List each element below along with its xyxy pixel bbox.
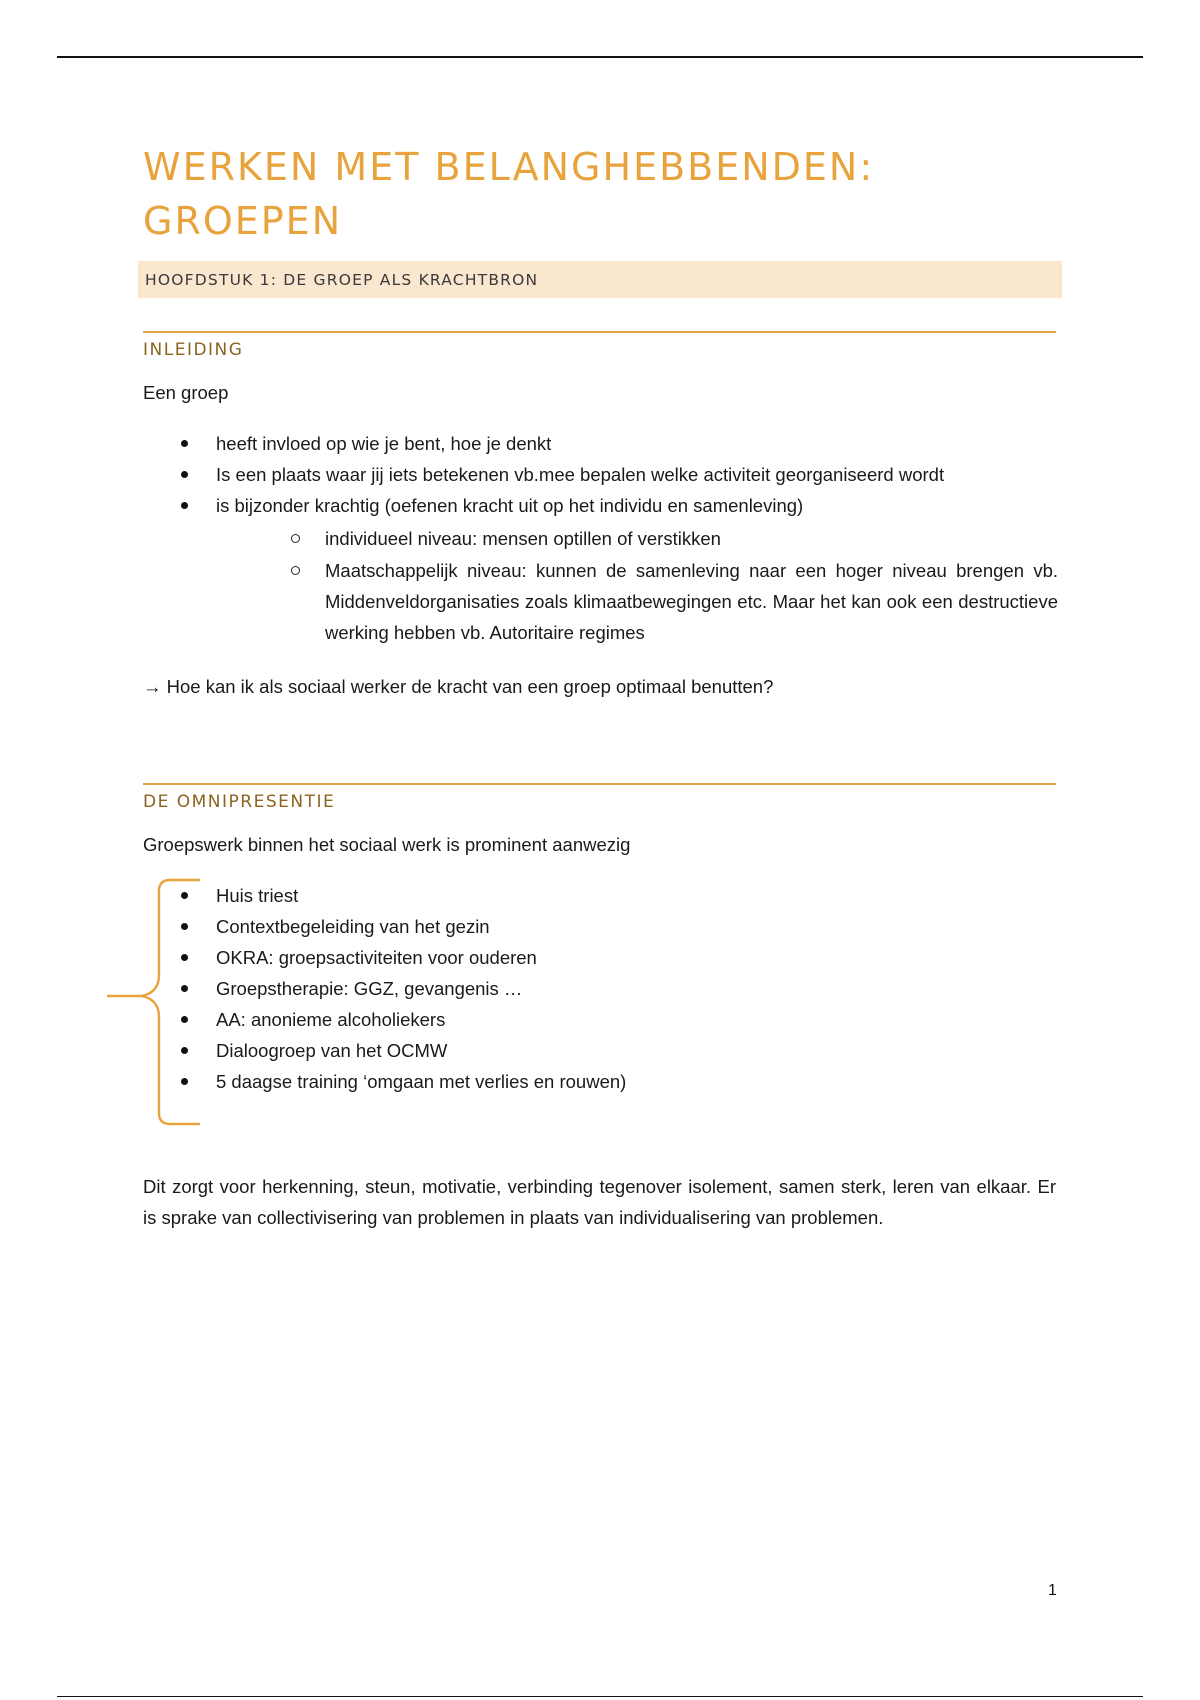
title-line-1: WERKEN MET BELANGHEBBENDEN: xyxy=(143,145,875,189)
chapter-heading: HOOFDSTUK 1: DE GROEP ALS KRACHTBRON xyxy=(138,261,1062,298)
section-rule-omnipresentie xyxy=(143,783,1056,785)
list-item xyxy=(143,490,1058,521)
list-item xyxy=(143,459,1058,490)
list-item-text: OKRA: groepsactiviteiten voor ouderen xyxy=(216,947,537,968)
inleiding-sub-bullet-list xyxy=(143,523,1058,649)
list-item-text: 5 daagse training ‘omgaan met verlies en rouwen) xyxy=(216,1071,627,1092)
bullet-icon xyxy=(181,954,188,961)
inleiding-question: → Hoe kan ik als sociaal werker de kracht van een groep optimaal benutten? xyxy=(143,676,774,697)
bullet-icon xyxy=(181,1078,188,1085)
list-item xyxy=(143,880,1058,911)
sub-list-item xyxy=(143,523,1058,554)
section-rule-inleiding xyxy=(143,331,1056,333)
omnipresentie-bullet-list xyxy=(143,880,1058,1097)
list-item-text: Contextbegeleiding van het gezin xyxy=(216,916,490,937)
page-top-rule xyxy=(57,56,1143,58)
omnipresentie-conclusion: Dit zorgt voor herkenning, steun, motivatie, verbinding tegenover isolement, samen sterk, leren van elkaar. Er is sprake van collectivisering van problemen in plaats van individualisering van problemen. xyxy=(143,1176,1056,1228)
bullet-icon xyxy=(181,502,188,509)
sub-list-item-text: individueel niveau: mensen optillen of verstikken xyxy=(325,528,721,549)
bullet-icon xyxy=(181,892,188,899)
sub-list-item-text: Maatschappelijk niveau: kunnen de samenleving naar een hoger niveau brengen vb. Middenveldorganisaties zoals klimaatbewegingen etc. Maar het kan ook een destructieve werking hebben vb. Autoritaire regimes xyxy=(325,560,1058,643)
bullet-icon xyxy=(181,440,188,447)
title-line-2: GROEPEN xyxy=(143,199,343,243)
hollow-circle-bullet-icon xyxy=(291,566,300,575)
section-heading-inleiding: INLEIDING xyxy=(143,340,244,360)
list-item-text: Groepstherapie: GGZ, gevangenis … xyxy=(216,978,523,999)
omnipresentie-intro: Groepswerk binnen het sociaal werk is prominent aanwezig xyxy=(143,834,631,855)
list-item xyxy=(143,973,1058,1004)
bullet-icon xyxy=(181,471,188,478)
bullet-icon xyxy=(181,1016,188,1023)
list-item-text: is bijzonder krachtig (oefenen kracht uit op het individu en samenleving) xyxy=(216,495,804,516)
bullet-icon xyxy=(181,985,188,992)
list-item xyxy=(143,942,1058,973)
document-title xyxy=(143,140,1058,248)
bullet-icon xyxy=(181,1047,188,1054)
hollow-circle-bullet-icon xyxy=(291,534,300,543)
bullet-icon xyxy=(181,923,188,930)
inleiding-intro: Een groep xyxy=(143,382,229,403)
sub-list-item xyxy=(143,555,1058,648)
page-bottom-rule xyxy=(57,1696,1143,1697)
list-item xyxy=(143,1035,1058,1066)
list-item-text: Huis triest xyxy=(216,885,299,906)
page-number: 1 xyxy=(1048,1582,1057,1599)
inleiding-bullet-list xyxy=(143,428,1058,521)
list-item xyxy=(143,911,1058,942)
list-item-text: Dialoogroep van het OCMW xyxy=(216,1040,448,1061)
list-item xyxy=(143,428,1058,459)
list-item-text: Is een plaats waar jij iets betekenen vb.mee bepalen welke activiteit georganiseerd wordt xyxy=(216,464,945,485)
section-heading-omnipresentie: DE OMNIPRESENTIE xyxy=(143,792,336,812)
list-item xyxy=(143,1004,1058,1035)
list-item xyxy=(143,1066,1058,1097)
list-item-text: AA: anonieme alcoholiekers xyxy=(216,1009,446,1030)
list-item-text: heeft invloed op wie je bent, hoe je denkt xyxy=(216,433,552,454)
